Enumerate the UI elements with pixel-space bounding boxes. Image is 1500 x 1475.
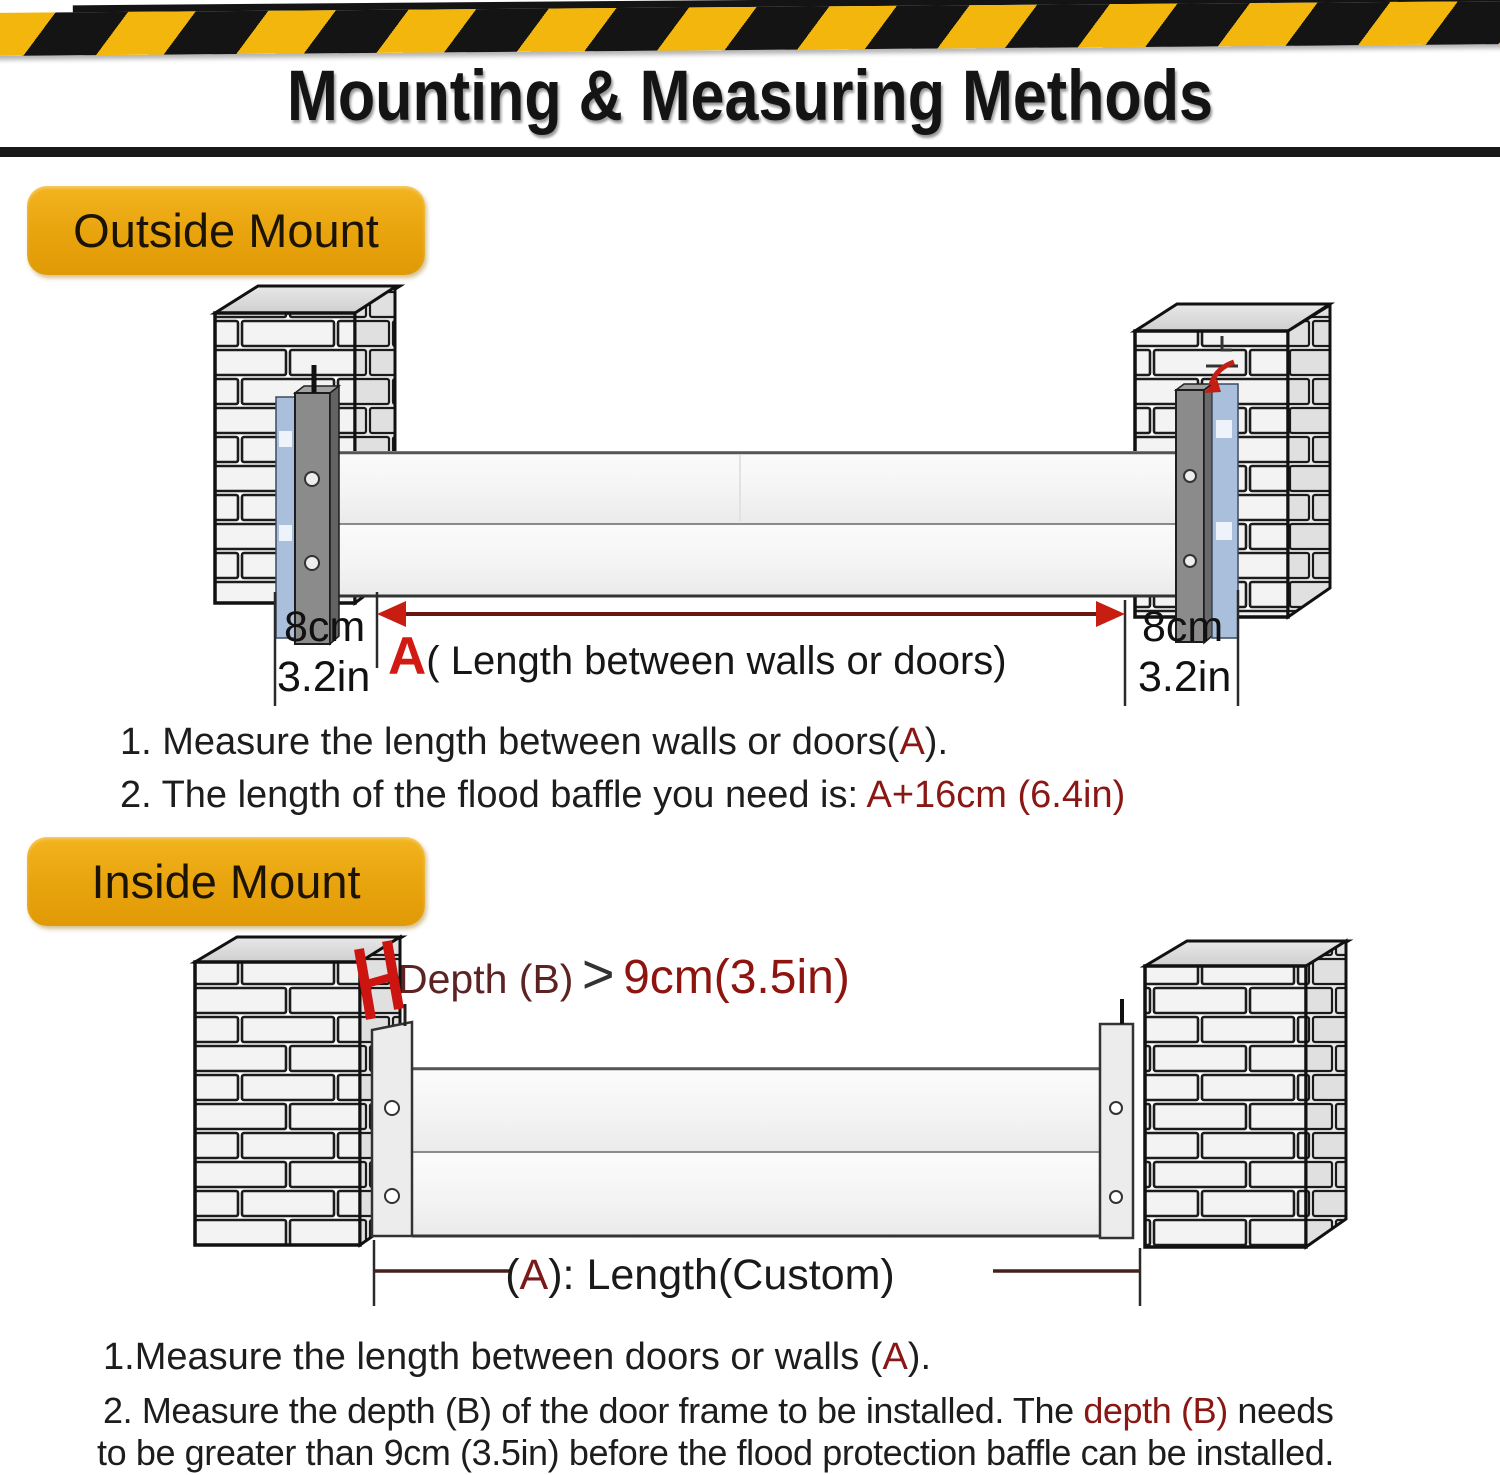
length-custom-a: A xyxy=(519,1251,549,1299)
left-mount-plate xyxy=(372,1004,412,1236)
right-mount-plate xyxy=(1100,999,1133,1238)
inside-right-pillar xyxy=(1145,941,1348,1247)
span-length-text: ( Length between walls or doors) xyxy=(426,639,1007,683)
outside-step-1 xyxy=(120,721,948,764)
outside-step-1-text: 1. Measure the length between walls or doors( xyxy=(120,721,900,763)
outside-step-2-text: 2. The length of the flood baffle you need is: xyxy=(120,774,867,816)
length-custom-label xyxy=(320,1251,1080,1300)
right-offset-cm-label: 8cm xyxy=(1142,603,1224,651)
inside-step-1 xyxy=(103,1336,931,1379)
inside-step-2-tail: needs xyxy=(1227,1390,1334,1431)
inside-step-2 xyxy=(103,1390,1334,1432)
depth-label xyxy=(398,941,850,1006)
outside-step-2-value: A+16cm (6.4in) xyxy=(866,774,1126,816)
depth-label-value: 9cm(3.5in) xyxy=(623,951,850,1004)
length-custom-text: ): Length(Custom) xyxy=(548,1251,895,1299)
outside-step-2 xyxy=(120,774,1125,817)
length-custom-open: ( xyxy=(505,1251,520,1299)
inside-step-1-tail: ). xyxy=(907,1336,932,1378)
outside-mount-badge-label: Outside Mount xyxy=(73,204,379,257)
inside-step-1-a: A xyxy=(882,1336,908,1378)
flood-barrier-outside xyxy=(332,452,1180,596)
flood-barrier-inside xyxy=(412,1068,1100,1236)
span-length-a: A xyxy=(388,627,427,686)
inside-step-2-text: 2. Measure the depth (B) of the door frame to be installed. The xyxy=(103,1390,1084,1431)
right-offset-in-label: 3.2in xyxy=(1138,653,1232,701)
page-title: Mounting & Measuring Methods xyxy=(286,57,1214,136)
inside-mount-badge-label: Inside Mount xyxy=(91,855,361,908)
greater-than-sign: > xyxy=(581,942,615,1005)
inside-step-2-depth: depth (B) xyxy=(1083,1390,1228,1431)
depth-label-name: Depth (B) xyxy=(398,956,574,1002)
right-seal-bracket xyxy=(1176,362,1238,643)
dimension-arrow-icon xyxy=(377,601,1125,627)
left-offset-cm-label: 8cm xyxy=(284,603,366,651)
outside-step-1-tail: ). xyxy=(924,721,949,763)
left-offset-in-label: 3.2in xyxy=(277,653,371,701)
span-length-label xyxy=(388,626,1007,687)
inside-step-2-line-2: to be greater than 9cm (3.5in) before the flood protection baffle can be installed. xyxy=(97,1432,1334,1473)
outside-step-1-a: A xyxy=(899,721,925,763)
inside-step-1-text: 1.Measure the length between doors or walls ( xyxy=(103,1336,883,1378)
